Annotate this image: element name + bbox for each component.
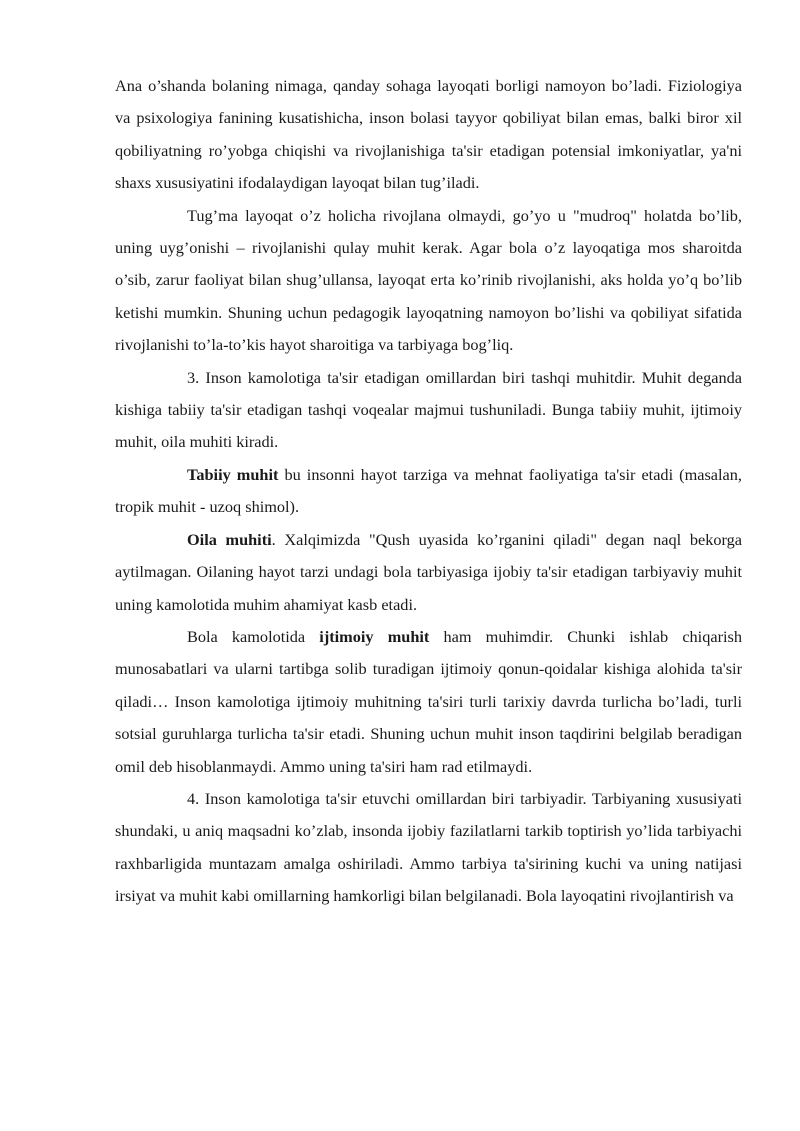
paragraph-6 (115, 621, 742, 783)
bold-term-oila-muhiti: Oila muhiti (187, 529, 272, 549)
paragraph-text: Ana o’shanda bolaning nimaga, qanday sohaga layoqati borligi namoyon bo’ladi. Fiziologiya va psixologiya fanining kusatishicha, inson bolasi tayyor qobiliyat bilan emas, balki biror xil qobiliyatning ro’yobga chiqishi va rivojlanishiga ta'sir etadigan potensial imkoniyatlar, ya'ni shaxs xususiyatini ifodalaydigan layoqat bilan tug’iladi. (115, 76, 742, 193)
paragraph-text: . Xalqimizda "Qush uyasida ko’rganini qiladi" degan naql bekorga aytilmagan. Oilaning hayot tarzi undagi bola tarbiyasiga ijobiy ta'sir etadigan tarbiyaviy muhit uning kamolotida muhim ahamiyat kasb etadi. (115, 529, 742, 614)
paragraph-1 (115, 70, 742, 200)
paragraph-7 (115, 783, 742, 913)
paragraph-2 (115, 200, 742, 362)
bold-term-tabiiy-muhit: Tabiiy muhit (187, 464, 279, 484)
document-page (115, 70, 742, 913)
paragraph-text: 4. Inson kamolotiga ta'sir etuvchi omillardan biri tarbiyadir. Tarbiyaning xususiyati shundaki, u aniq maqsadni ko’zlab, insonda ijobiy fazilatlarni tarkib toptirish yo’lida tarbiyachi raxhbarligida muntazam amalga oshiriladi. Ammo tarbiya ta'sirining kuchi va uning natijasi irsiyat va muhit kabi omillarning hamkorligi bilan belgilanadi. Bola layoqatini rivojlantirish va (115, 788, 742, 906)
paragraph-text: bu insonni hayot tarziga va mehnat faoliyatiga ta'sir etadi (masalan, tropik muhit - uzoq shimol). (115, 464, 742, 517)
paragraph-text: 3. Inson kamolotiga ta'sir etadigan omillardan biri tashqi muhitdir. Muhit deganda kishiga tabiiy ta'sir etadigan tashqi voqealar majmui tushuniladi. Bunga tabiiy muhit, ijtimoiy muhit, oila muhiti kiradi. (115, 367, 742, 452)
paragraph-3 (115, 362, 742, 459)
paragraph-text: Bola kamolotida (187, 626, 320, 646)
paragraph-5 (115, 524, 742, 621)
paragraph-4 (115, 459, 742, 524)
bold-term-ijtimoiy-muhit: ijtimoiy muhit (319, 626, 430, 646)
paragraph-text: ham muhimdir. Chunki ishlab chiqarish munosabatlari va ularni tartibga solib turadigan ijtimoiy qonun-qoidalar kishiga alohida ta'sir qiladi… Inson kamolotiga ijtimoiy muhitning ta'siri turli tarixiy davrda turlicha bo’ladi, turli sotsial guruhlarga turlicha ta'sir etadi. Shuning uchun muhit inson taqdirini belgilab beradigan omil deb hisoblanmaydi. Ammo uning ta'siri ham rad etilmaydi. (115, 626, 742, 776)
paragraph-text: Tug’ma layoqat o’z holicha rivojlana olmaydi, go’yo u "mudroq" holatda bo’lib, uning uyg’onishi – rivojlanishi qulay muhit kerak. Agar bola o’z layoqatiga mos sharoitda o’sib, zarur faoliyat bilan shug’ullansa, layoqat erta ko’rinib rivojlanishi, aks holda yo’q bo’lib ketishi mumkin. Shuning uchun pedagogik layoqatning namoyon bo’lishi va qobiliyat sifatida rivojlanishi to’la-to’kis hayot sharoitiga va tarbiyaga bog’liq. (115, 205, 742, 355)
